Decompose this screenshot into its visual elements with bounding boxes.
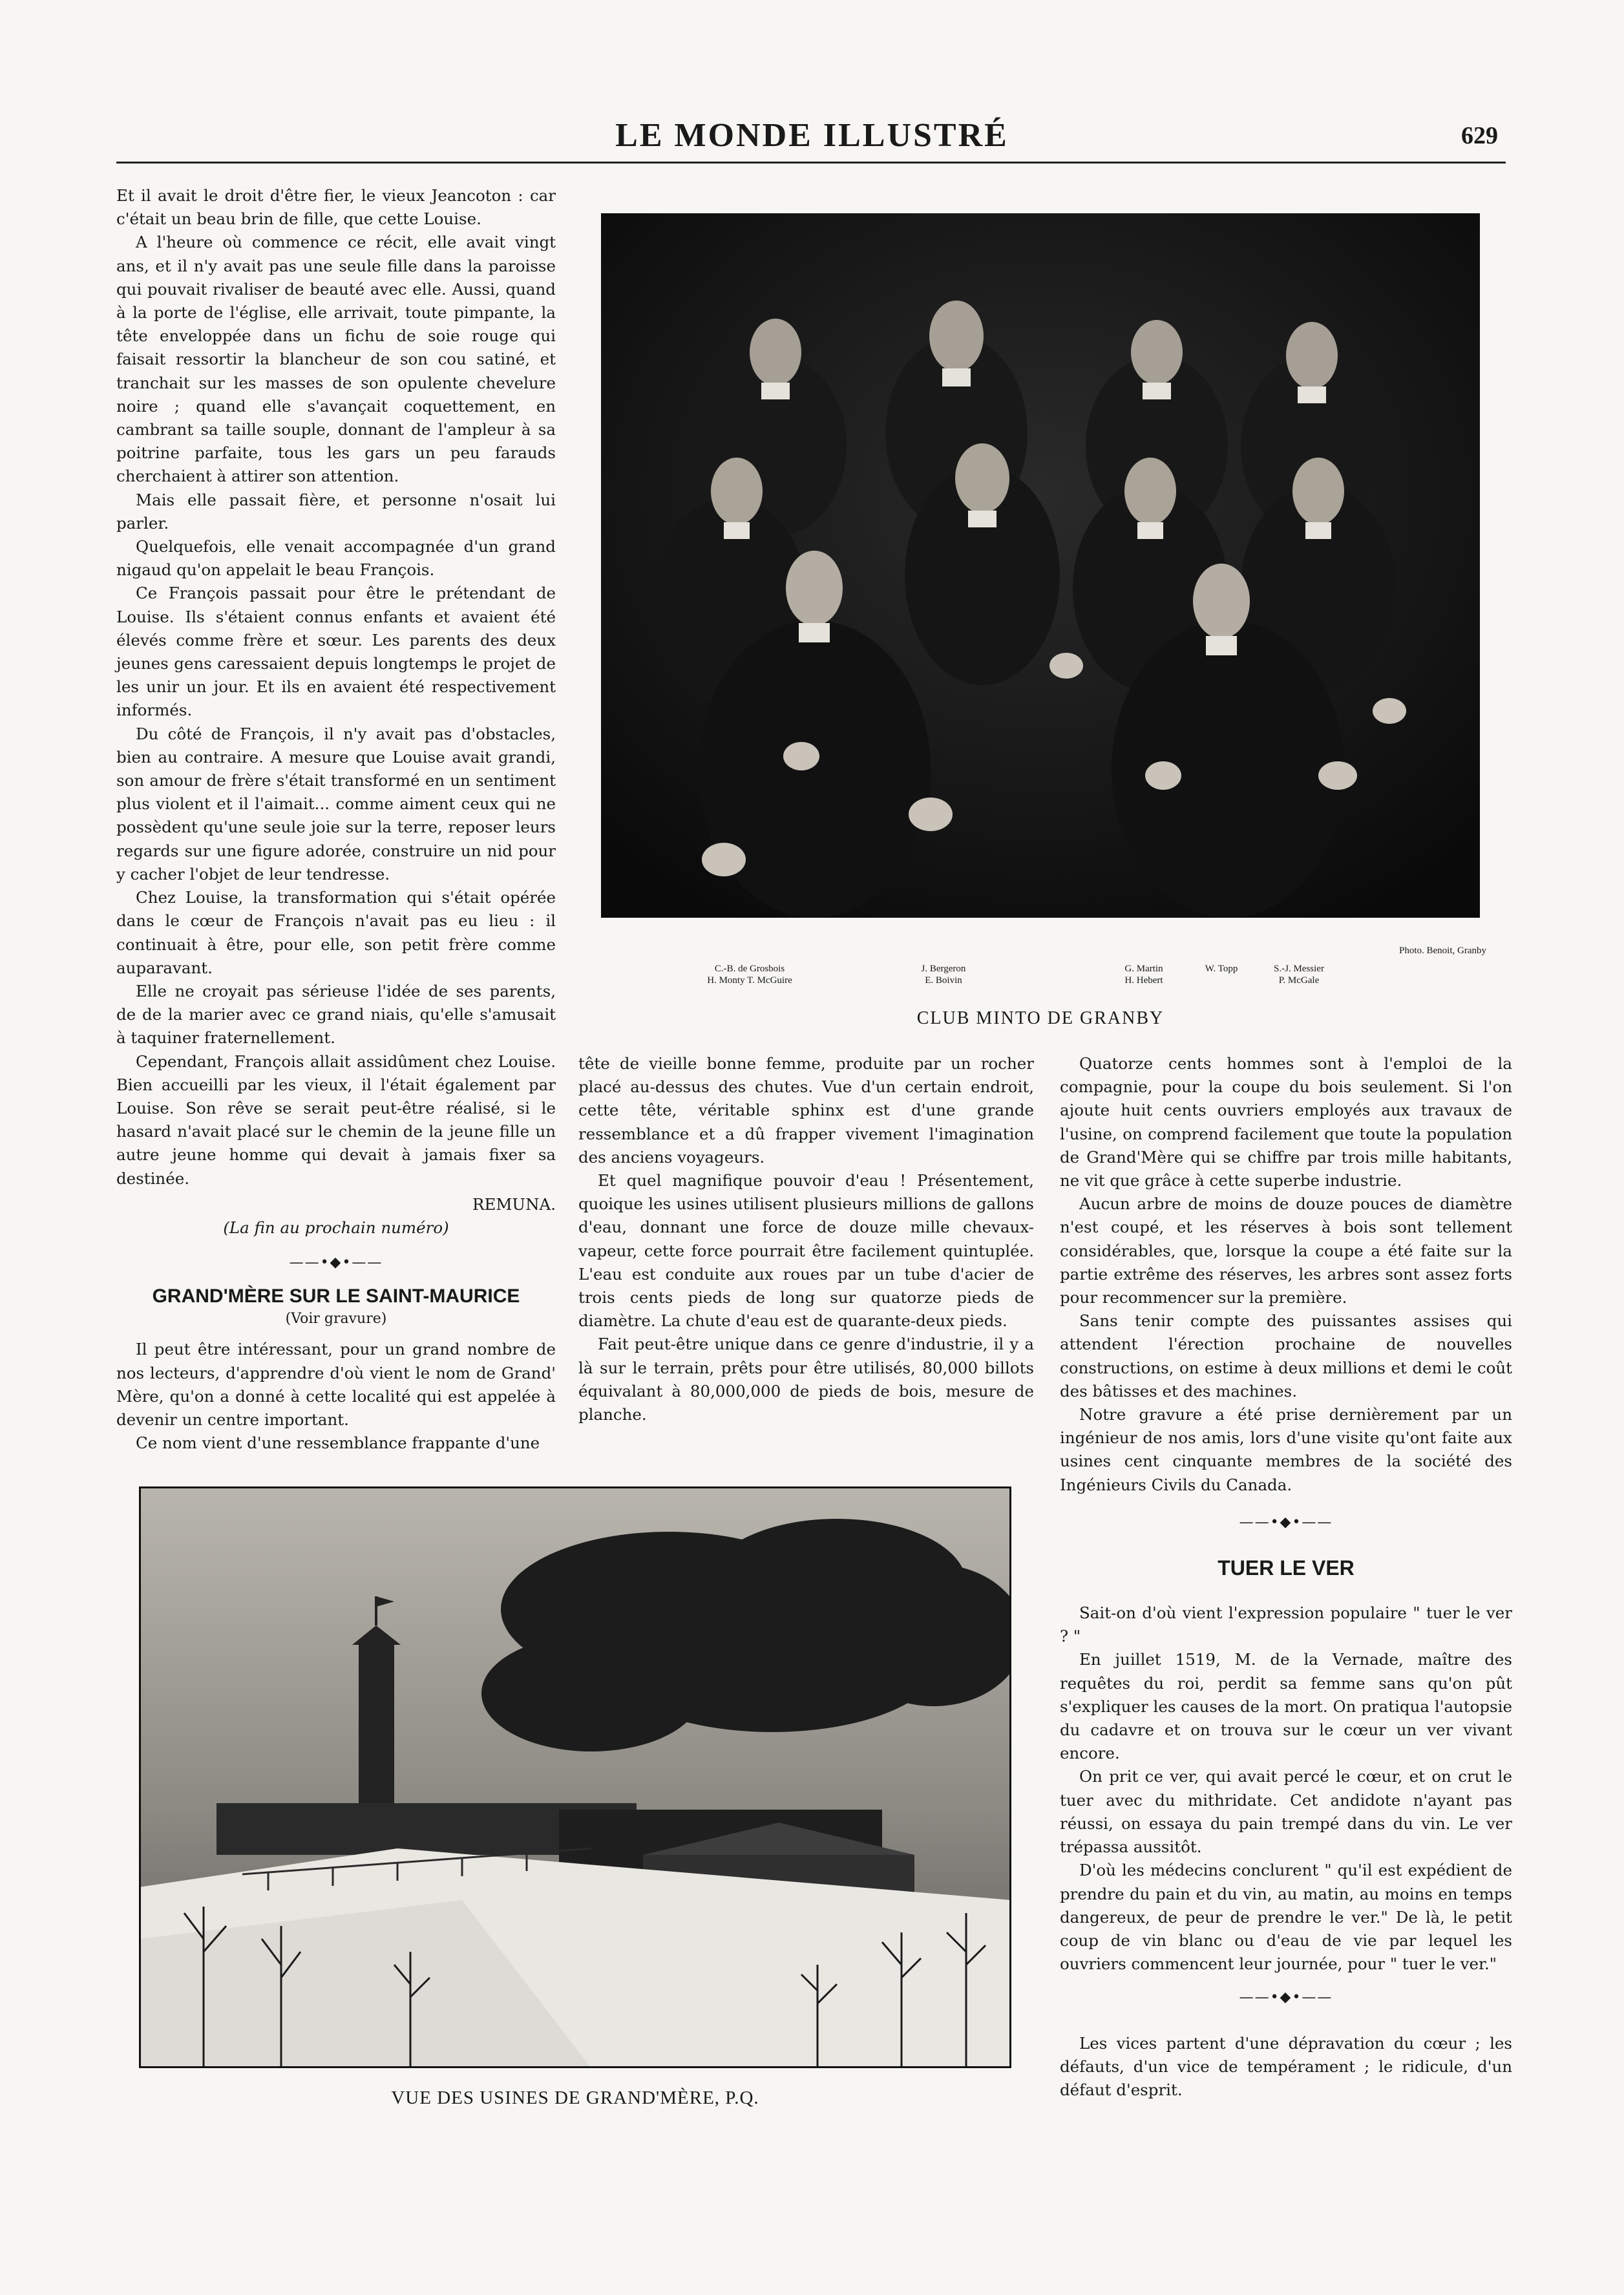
article-subtitle: (Voir gravure) bbox=[285, 1311, 387, 1327]
article-paragraph: D'où les médecins conclurent " qu'il est expédient de prendre du pain et du vin, au matin, au moins en temps dangereux, de peur de prendre le ver." De là, le petit coup de vin blanc ou d'eau de vie par lequel les ouvriers commencent leur journée, pour " tuer le ver." bbox=[1060, 1861, 1512, 1974]
section-ornament: ——•◆•—— bbox=[289, 1254, 383, 1271]
article-paragraph: Ce nom vient d'une ressemblance frappante d'une bbox=[136, 1433, 540, 1453]
article-paragraph: Fait peut-être unique dans ce genre d'industrie, il y a là sur le terrain, prêts pour être utilisés, 80,000 billots équivalant à 80,000,000 de pieds de bois, mesure de planche. bbox=[578, 1335, 1034, 1424]
author-signature: REMUNA. bbox=[472, 1194, 556, 1214]
article-paragraph: Sait-on d'où vient l'expression populaire " tuer le ver ? " bbox=[1060, 1603, 1512, 1646]
story-paragraph: Mais elle passait fière, et personne n'osait lui parler. bbox=[116, 490, 556, 533]
member-name-bottom: W. Topp bbox=[1205, 964, 1238, 974]
group-portrait-figures bbox=[601, 213, 1480, 918]
section-ornament: ——•◆•—— bbox=[1239, 1514, 1333, 1530]
article-title: GRAND'MÈRE SUR LE SAINT-MAURICE bbox=[152, 1285, 520, 1307]
story-paragraph: A l'heure où commence ce récit, elle avait vingt ans, et il n'y avait pas une seule fille dans la paroisse qui pouvait rivaliser de beauté avec elle. Aussi, quand à la porte de l'église, elle arrivait, toute pimpante, la tête enveloppée dans un fichu de soie rouge qui faisait ressortir la blancheur de son cou satiné, et tranchait sur les masses de son opulente chevelure noire ; quand elle s'avançait coquettement, en cambrant sa taille souple, donnant de l'ampleur à sa poitrine parfaite, tous les gars un peu farauds cherchaient à attirer son attention. bbox=[116, 233, 556, 486]
club-photograph bbox=[601, 213, 1480, 918]
member-name-top: G. Martin bbox=[1124, 964, 1163, 974]
continued-note: (La fin au prochain numéro) bbox=[223, 1218, 449, 1237]
article-continuation-column bbox=[578, 1052, 1034, 1426]
industrial-landscape-scene bbox=[139, 1486, 1011, 2068]
usines-photo-caption: VUE DES USINES DE GRAND'MÈRE, P.Q. bbox=[391, 2088, 759, 2108]
story-paragraph: Elle ne croyait pas sérieuse l'idée de ses parents, de de la marier avec ce grand niais, qu'elle s'amusait à taquiner fraternellement. bbox=[116, 981, 556, 1048]
story-paragraph: Du côté de François, il n'y avait pas d'obstacles, bien au contraire. A mesure que Louise avait grandi, son amour de frère s'était transformé en un sentiment plus violent et il l'aimait... comme aiment ceux qui ne possèdent qu'une seule joie sur la terre, reposer leurs regards sur une figure adorée, construire un nid pour y cacher l'objet de leur tendresse. bbox=[116, 724, 556, 883]
member-name-bottom: H. Hebert bbox=[1124, 975, 1163, 986]
maxim-paragraph: Les vices partent d'une dépravation du cœur ; les défauts, d'un vice de tempérament ; le ridicule, d'un défaut d'esprit. bbox=[1060, 2033, 1512, 2099]
story-paragraph: Et il avait le droit d'être fier, le vieux Jeancoton : car c'était un beau brin de fille, que cette Louise. bbox=[116, 186, 556, 229]
story-paragraph: Ce François passait pour être le prétendant de Louise. Ils s'étaient connus enfants et avaient été élevés comme frère et sœur. Les parents des deux jeunes gens caressaient depuis longtemps le projet de les unir un jour. Et ils en avaient été respectivement informés. bbox=[116, 584, 556, 720]
article-paragraph: Et quel magnifique pouvoir d'eau ! Présentement, quoique les usines utilisent plusieurs millions de gallons d'eau, donnant une force de douze mille chevaux-vapeur, cette force pourrait être facilement quintuplée. L'eau est conduite aux roues par un tube d'acier de trois cents pieds de long sur quatorze pieds de diamètre. La chute d'eau est de quarante-deux pieds. bbox=[578, 1171, 1034, 1331]
article-paragraph: Quatorze cents hommes sont à l'emploi de la compagnie, pour la coupe du bois seulement. Si l'on ajoute huit cents ouvriers employés aux travaux de l'usine, on comprend facilement que toute la population de Grand'Mère qui se chiffre par trois mille habitants, ne vit que grâce à cette superbe industrie. bbox=[1060, 1054, 1512, 1190]
member-name-group bbox=[1099, 963, 1189, 986]
member-name-bottom: H. Monty T. McGuire bbox=[707, 975, 792, 986]
article-title: TUER LE VER bbox=[1218, 1556, 1355, 1580]
story-paragraph: Cependant, François allait assidûment chez Louise. Bien accueilli par les vieux, il l'était également par Louise. Son rêve se serait peut-être réalisé, si le hasard n'avait placé sur le chemin de la jeune fille un autre jeune homme qui devait à jamais fixer sa destinée. bbox=[116, 1052, 556, 1188]
story-column bbox=[116, 184, 556, 1455]
member-name-group bbox=[1189, 963, 1254, 975]
club-photo-caption: CLUB MINTO DE GRANBY bbox=[916, 1008, 1165, 1028]
member-name-top: C.-B. de Grosbois bbox=[714, 964, 785, 974]
article-paragraph: Il peut être intéressant, pour un grand nombre de nos lecteurs, d'apprendre d'où vient le nom de Grand' Mère, qu'on a donné à cette localité qui est appelée à devenir un centre important. bbox=[116, 1340, 556, 1429]
member-name-top: S.-J. Messier bbox=[1274, 964, 1324, 974]
article-paragraph: Notre gravure a été prise dernièrement par un ingénieur de nos amis, lors d'une visite qu'ont faite aux usines cent cinquante membres de la société des Ingénieurs Civils du Canada. bbox=[1060, 1405, 1512, 1494]
member-name-bottom: E. Boivin bbox=[925, 975, 962, 986]
masthead-title: LE MONDE ILLUSTRÉ bbox=[615, 117, 1009, 154]
member-name-group bbox=[1254, 963, 1344, 986]
article-paragraph: En juillet 1519, M. de la Vernade, maître des requêtes du roi, perdit sa femme sans qu'on pût s'expliquer les causes de la mort. On pratiqua l'autopsie du cadavre et on trouva sur le cœur un ver vivant encore. bbox=[1060, 1650, 1512, 1763]
story-paragraph: Chez Louise, la transformation qui s'était opérée dans le cœur de François n'avait pas eu lieu : il continuait à être, pour elle, son petit frère comme auparavant. bbox=[116, 888, 556, 977]
article-paragraph: On prit ce ver, qui avait percé le cœur, et on crut le tuer avec du mithridate. Cet andidote n'ayant pas réussi, on essaya du pain trempé dans du vin. Le ver trépassa aussitôt. bbox=[1060, 1767, 1512, 1857]
section-ornament: ——•◆•—— bbox=[1239, 1989, 1333, 2006]
article-paragraph: Sans tenir compte des puissantes assises qui attendent l'érection prochaine de nouvelles constructions, on estime à deux millions et demi le coût des bâtisses et des machines. bbox=[1060, 1311, 1512, 1401]
member-name-group bbox=[685, 963, 814, 986]
header-rule bbox=[116, 162, 1506, 164]
member-name-bottom: P. McGale bbox=[1278, 975, 1320, 986]
article-paragraph: Aucun arbre de moins de douze pouces de diamètre n'est coupé, et les réserves à bois sont tellement considérables, que, lorsque la coupe a été faite sur la partie extrême des réserves, les arbres sont assez forts pour recommencer sur la première. bbox=[1060, 1194, 1512, 1307]
article-paragraph: tête de vieille bonne femme, produite par un rocher placé au-dessus des chutes. Vue d'un certain endroit, cette tête, véritable sphinx est d'une grande ressemblance et a dû frapper vivement l'imagination des anciens voyageurs. bbox=[578, 1054, 1034, 1167]
member-name-top: J. Bergeron bbox=[921, 964, 966, 974]
page-number: 629 bbox=[1461, 122, 1498, 149]
member-name-group bbox=[892, 963, 995, 986]
story-paragraph: Quelquefois, elle venait accompagnée d'un grand nigaud qu'on appelait le beau François. bbox=[116, 537, 556, 580]
usines-photograph bbox=[139, 1486, 1011, 2068]
right-column bbox=[1060, 1052, 1512, 2102]
photo-credit: Photo. Benoit, Granby bbox=[1399, 946, 1486, 956]
